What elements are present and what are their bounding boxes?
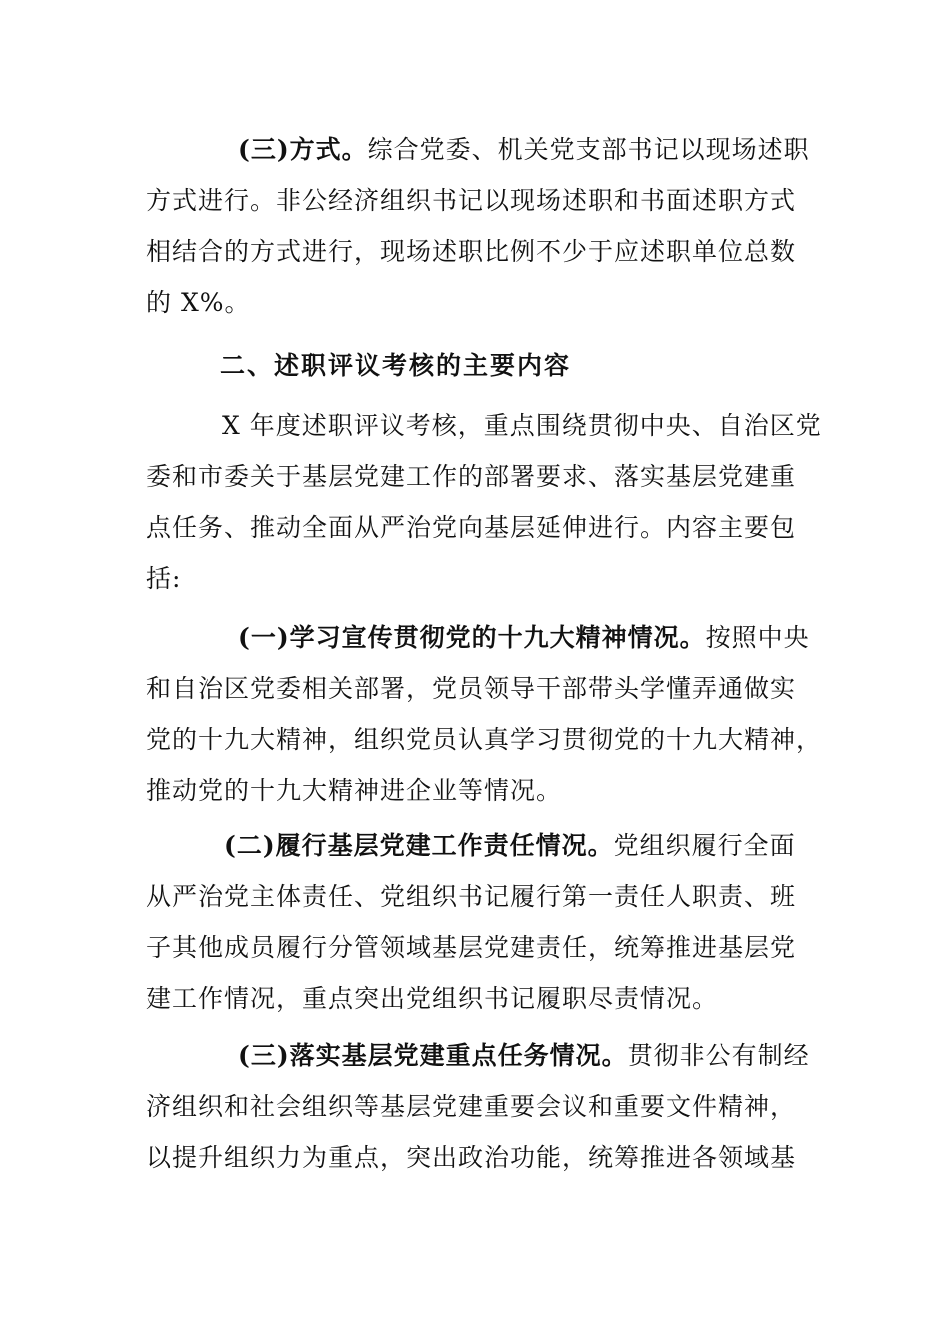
paragraph-text: 以提升组织力为重点，突出政治功能，统筹推进各领域基 (146, 1143, 797, 1172)
paragraph-item-2 (146, 820, 806, 1024)
paragraph-text: 党的十九大精神，组织党员认真学习贯彻党的十九大精神， (146, 725, 823, 754)
paragraph-text: 子其他成员履行分管领域基层党建责任，统筹推进基层党 (146, 933, 797, 962)
paragraph-first-line (146, 820, 806, 871)
paragraph-text: 推动党的十九大精神进企业等情况。 (146, 776, 563, 805)
paragraph-method (146, 124, 810, 328)
paragraph-lead: (一)学习宣传贯彻党的十九大精神情况。 (238, 623, 706, 652)
paragraph-first-line (146, 612, 810, 663)
paragraph-lead: (三)落实基层党建重点任务情况。 (238, 1041, 628, 1070)
paragraph-text: 贯彻非公有制经 (627, 1041, 810, 1070)
paragraph-text: 济组织和社会组织等基层党建重要会议和重要文件精神， (146, 1092, 797, 1121)
paragraph-text: 建工作情况，重点突出党组织书记履职尽责情况。 (146, 984, 719, 1013)
paragraph-intro (146, 400, 822, 604)
paragraph-text: 括: (146, 564, 182, 593)
paragraph-first-line (146, 1030, 810, 1081)
paragraph-text: 按照中央 (705, 623, 810, 652)
paragraph-text: 点任务、推动全面从严治党向基层延伸进行。内容主要包 (146, 513, 797, 542)
paragraph-text: 的 X%。 (146, 288, 251, 317)
paragraph-item-1 (146, 612, 823, 816)
paragraph-text: X 年度述职评议考核，重点围绕贯彻中央、自治区党 (222, 411, 822, 440)
paragraph-text: 从严治党主体责任、党组织书记履行第一责任人职责、班 (146, 882, 797, 911)
paragraph-text: 委和市委关于基层党建工作的部署要求、落实基层党建重 (146, 462, 797, 491)
section-heading: 二、述职评议考核的主要内容 (220, 351, 572, 380)
paragraph-text: 和自治区党委相关部署，党员领导干部带头学懂弄通做实 (146, 674, 797, 703)
paragraph-item-3 (146, 1030, 810, 1183)
paragraph-text: 方式进行。非公经济组织书记以现场述职和书面述职方式 (146, 186, 797, 215)
paragraph-text: 相结合的方式进行，现场述职比例不少于应述职单位总数 (146, 237, 797, 266)
paragraph-text: 综合党委、机关党支部书记以现场述职 (367, 135, 810, 164)
paragraph-first-line (146, 124, 810, 175)
paragraph-lead: (二)履行基层党建工作责任情况。 (224, 831, 614, 860)
paragraph-lead: (三)方式。 (238, 135, 368, 164)
paragraph-text: 党组织履行全面 (613, 831, 796, 860)
